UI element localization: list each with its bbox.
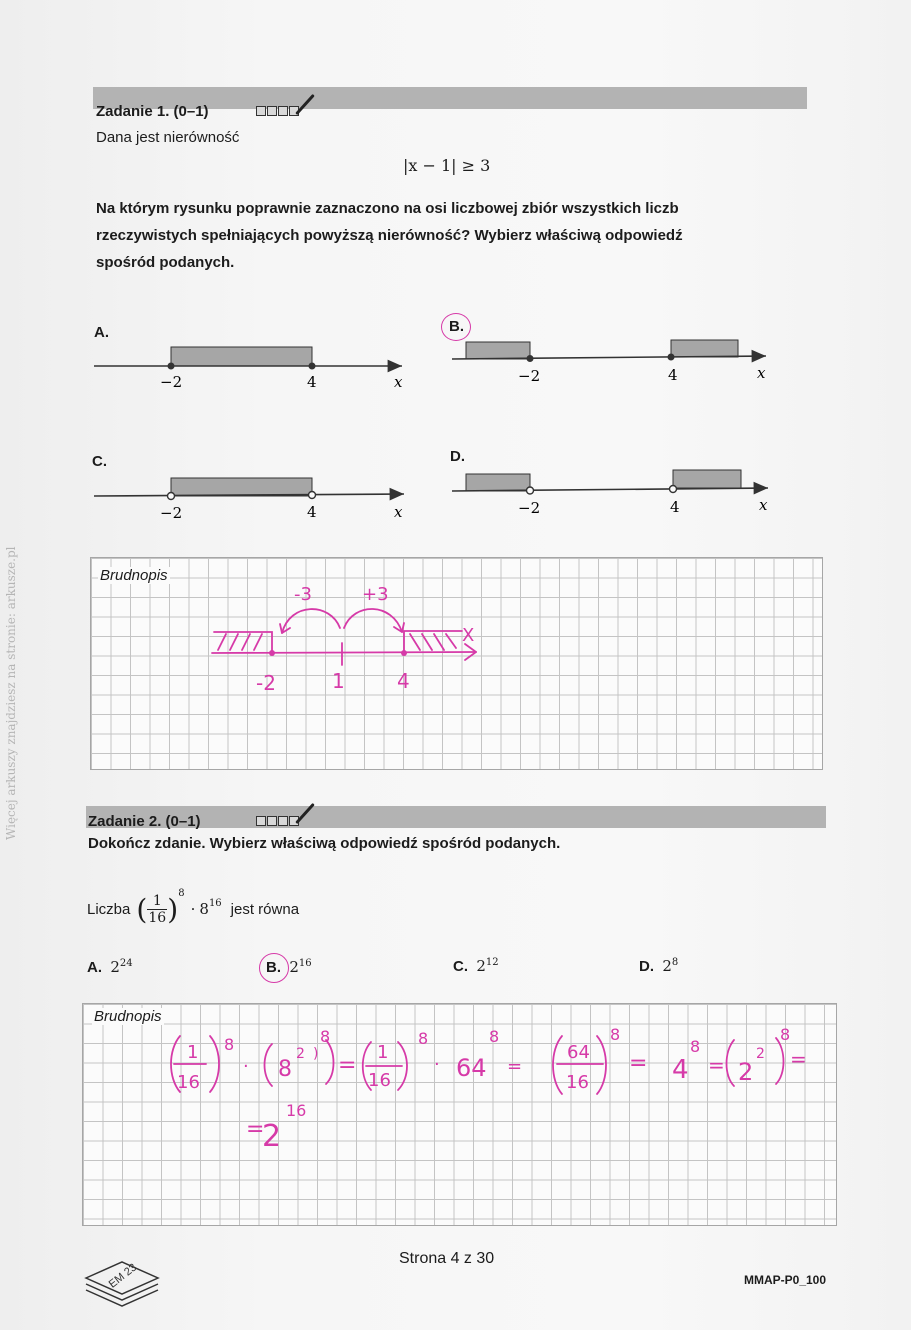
number-line-c <box>94 478 404 522</box>
task2-title: Zadanie 2. (0–1) <box>88 813 201 830</box>
svg-text:=: = <box>708 1053 725 1077</box>
scratch2-result-exp: 16 <box>286 1101 307 1120</box>
statement-frac-den: 16 <box>148 909 167 926</box>
task1-option-b-label[interactable]: B. <box>449 318 464 335</box>
side-watermark: Więcej arkuszy znajdziesz na stronie: arkusze.pl <box>4 546 18 840</box>
task2-scratchpad-label: Brudnopis <box>94 1008 162 1025</box>
line-a-tick-left: −2 <box>160 373 183 391</box>
line-a-tick-right: 4 <box>307 373 317 391</box>
answer-d[interactable]: D. $2^8$ <box>639 957 679 975</box>
svg-text:1: 1 <box>377 1042 389 1063</box>
scratch1-n2: 1 <box>332 669 345 693</box>
task1-option-d-label[interactable]: D. <box>450 448 465 465</box>
task2-statement: Liczba ( 1 16 ) 8 · 8 16 jest równa <box>87 888 300 926</box>
scratch2-b2: 2 <box>738 1058 754 1086</box>
statement-prefix: Liczba <box>87 900 131 918</box>
scratch1-jump-right: +3 <box>362 584 389 605</box>
answer-b[interactable]: B. $2^{16}$ <box>266 958 312 976</box>
svg-text:2: 2 <box>756 1046 765 1062</box>
task1-question: Na którym rysunku poprawnie zaznaczono na osi liczbowej zbiór wszystkich liczb rzeczywistych spełniających powyższą nierówność? Wybierz właściwą odpowiedź spośród podanych. <box>96 200 683 271</box>
svg-text:=: = <box>338 1053 357 1078</box>
svg-text:=: = <box>790 1047 807 1071</box>
page-number: Strona 4 z 30 <box>399 1250 495 1267</box>
svg-text:=: = <box>246 1117 265 1142</box>
svg-text:8: 8 <box>320 1027 331 1046</box>
task1-option-a-label[interactable]: A. <box>94 324 109 341</box>
svg-text:16: 16 <box>566 1072 589 1093</box>
scratch1-axis: X <box>462 625 475 646</box>
statement-exp2: 16 <box>208 898 222 909</box>
answer-c[interactable]: C. $2^{12}$ <box>453 957 499 975</box>
line-b-axis: x <box>757 364 766 382</box>
task1-handwriting <box>0 540 911 780</box>
scratch1-jump-left: -3 <box>294 584 312 605</box>
scratch2-result-base: 2 <box>262 1119 282 1154</box>
task1-scratchpad-label: Brudnopis <box>100 567 168 584</box>
task1-intro: Dana jest nierówność <box>96 129 240 146</box>
statement-base2: 8 <box>199 900 209 918</box>
line-b-tick-left: −2 <box>518 367 541 385</box>
number-line-b <box>452 340 766 385</box>
task1-number-lines <box>0 0 911 540</box>
task2-handwriting <box>0 1010 911 1160</box>
scratch1-n3: 4 <box>397 669 410 693</box>
statement-frac-num: 1 <box>152 892 162 909</box>
statement-exp: 8 <box>178 888 185 899</box>
scratch2-exp2: 2 <box>296 1046 305 1062</box>
task2-score-boxes <box>256 816 299 826</box>
svg-text:·: · <box>243 1056 249 1077</box>
task1-inequality: |x − 1| ≥ 3 <box>403 156 491 175</box>
scratch2-b4: 4 <box>672 1055 689 1085</box>
task2-instruction: Dokończ zdanie. Wybierz właściwą odpowiedź spośród podanych. <box>88 835 561 852</box>
task1-title: Zadanie 1. (0–1) <box>96 103 209 120</box>
statement-suffix: jest równa <box>230 900 300 918</box>
em-logo <box>78 1240 168 1312</box>
line-d-tick-left: −2 <box>518 499 541 517</box>
svg-text:=: = <box>507 1056 523 1077</box>
svg-text:8: 8 <box>690 1037 701 1056</box>
number-line-d <box>452 470 768 517</box>
svg-text:=: = <box>629 1051 648 1076</box>
line-c-axis: x <box>394 503 403 521</box>
line-a-axis: x <box>394 373 403 391</box>
scratch2-f1-den: 16 <box>177 1072 200 1093</box>
number-line-a <box>94 347 403 391</box>
svg-text:8: 8 <box>489 1027 500 1046</box>
line-c-tick-right: 4 <box>307 503 317 521</box>
svg-text:8: 8 <box>418 1029 429 1048</box>
line-c-tick-left: −2 <box>160 504 183 522</box>
svg-text:): ) <box>313 1046 319 1062</box>
svg-text:8: 8 <box>780 1025 791 1044</box>
em-logo-text: EM 23 <box>106 1261 140 1291</box>
svg-text:64: 64 <box>567 1042 590 1063</box>
scratch1-n1: -2 <box>256 671 276 695</box>
answer-a[interactable]: A. $2^{24}$ <box>87 958 133 976</box>
exam-code: MMAP-P0_100 <box>744 1273 827 1287</box>
line-d-axis: x <box>759 496 768 514</box>
scratch2-b64: 64 <box>456 1054 487 1082</box>
scratch2-base8: 8 <box>278 1057 292 1082</box>
svg-text:8: 8 <box>610 1025 621 1044</box>
svg-text:·: · <box>434 1054 440 1075</box>
line-b-tick-right: 4 <box>668 366 678 384</box>
scratch2-f1-exp: 8 <box>224 1035 235 1054</box>
scratch2-f1-num: 1 <box>187 1042 199 1063</box>
line-d-tick-right: 4 <box>670 498 680 516</box>
svg-text:16: 16 <box>368 1070 391 1091</box>
task1-option-c-label[interactable]: C. <box>92 453 107 470</box>
